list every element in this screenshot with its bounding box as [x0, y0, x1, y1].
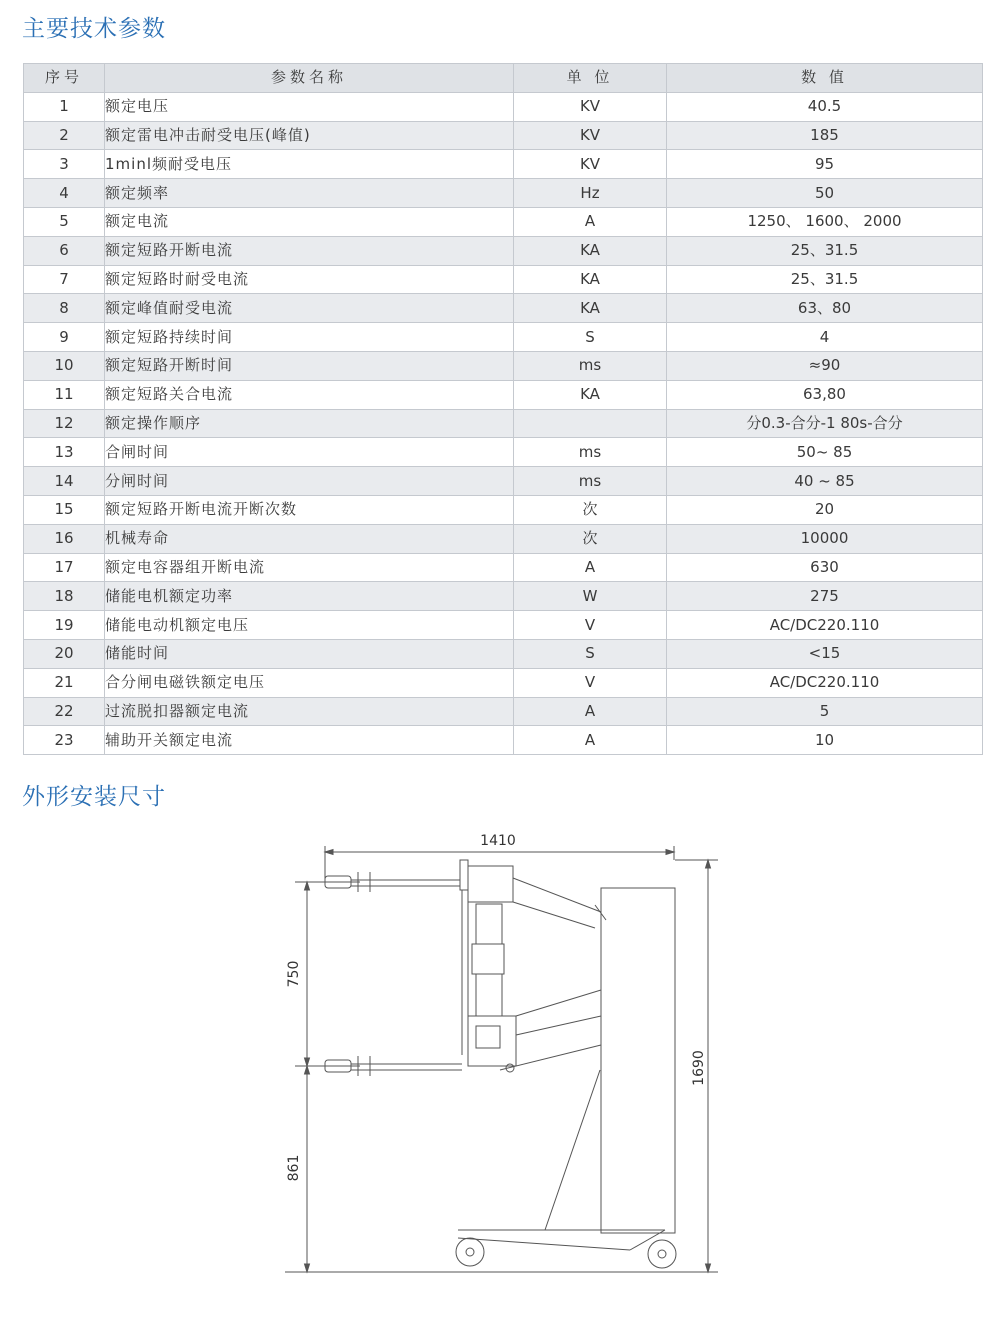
wheel-left: [456, 1238, 484, 1266]
lower-arm: [516, 990, 601, 1016]
row-number: 16: [24, 524, 105, 553]
table-row: [24, 467, 983, 496]
table-row: [24, 639, 983, 668]
param-name: 储能电动机额定电压: [105, 611, 514, 640]
param-name: 分闸时间: [105, 467, 514, 496]
mechanism-box: [476, 1026, 500, 1048]
table-row: [24, 524, 983, 553]
param-value: 10: [667, 726, 983, 755]
upper-arm: [513, 902, 595, 928]
param-value: 分0.3-合分-1 80s-合分: [667, 409, 983, 438]
cabinet-body: [601, 888, 675, 1233]
param-unit: ms: [514, 467, 667, 496]
param-unit: S: [514, 639, 667, 668]
table-row: [24, 265, 983, 294]
table-row: [24, 409, 983, 438]
table-row: [24, 582, 983, 611]
support-strut: [545, 1070, 600, 1230]
param-name: 合闸时间: [105, 438, 514, 467]
param-value: 10000: [667, 524, 983, 553]
param-unit: V: [514, 611, 667, 640]
linkage: [500, 1045, 601, 1070]
outline-drawing: [270, 820, 730, 1280]
param-value: 1250、 1600、 2000: [667, 207, 983, 236]
param-value: 4: [667, 323, 983, 352]
param-name: 额定操作顺序: [105, 409, 514, 438]
specs-section-title: 主要技术参数: [22, 16, 166, 42]
param-name: 机械寿命: [105, 524, 514, 553]
table-row: [24, 495, 983, 524]
param-unit: KV: [514, 92, 667, 121]
row-number: 4: [24, 179, 105, 208]
param-value: 63,80: [667, 380, 983, 409]
row-number: 3: [24, 150, 105, 179]
dim-upper-label: 750: [286, 960, 302, 988]
row-number: 8: [24, 294, 105, 323]
param-name: 过流脱扣器额定电流: [105, 697, 514, 726]
header-name: 参数名称: [105, 64, 514, 93]
interrupter-top: [476, 904, 502, 944]
param-name: 额定峰值耐受电流: [105, 294, 514, 323]
param-value: 95: [667, 150, 983, 179]
param-value: AC/DC220.110: [667, 611, 983, 640]
header-unit: 单 位: [514, 64, 667, 93]
specs-table-header: [24, 64, 983, 93]
row-number: 9: [24, 323, 105, 352]
param-name: 合分闸电磁铁额定电压: [105, 668, 514, 697]
param-name: 储能时间: [105, 639, 514, 668]
param-name: 额定短路开断时间: [105, 351, 514, 380]
param-unit: KA: [514, 265, 667, 294]
param-name: 额定电压: [105, 92, 514, 121]
table-row: [24, 380, 983, 409]
table-row: [24, 92, 983, 121]
row-number: 1: [24, 92, 105, 121]
table-row: [24, 438, 983, 467]
param-unit: A: [514, 207, 667, 236]
param-value: 630: [667, 553, 983, 582]
param-value: ≈90: [667, 351, 983, 380]
param-name: 额定短路开断电流开断次数: [105, 495, 514, 524]
row-number: 15: [24, 495, 105, 524]
param-value: 5: [667, 697, 983, 726]
param-name: 额定短路开断电流: [105, 236, 514, 265]
outline-section-title: 外形安装尺寸: [22, 784, 166, 810]
lower-arm: [516, 1016, 601, 1035]
param-value: 275: [667, 582, 983, 611]
table-row: [24, 236, 983, 265]
row-number: 22: [24, 697, 105, 726]
param-name: 额定电流: [105, 207, 514, 236]
row-number: 14: [24, 467, 105, 496]
param-value: 25、31.5: [667, 236, 983, 265]
param-value: 50~ 85: [667, 438, 983, 467]
interrupter-bottom: [476, 974, 502, 1016]
param-unit: ms: [514, 438, 667, 467]
table-row: [24, 150, 983, 179]
param-name: 额定短路时耐受电流: [105, 265, 514, 294]
row-number: 10: [24, 351, 105, 380]
param-unit: A: [514, 697, 667, 726]
row-number: 11: [24, 380, 105, 409]
param-unit: A: [514, 553, 667, 582]
dim-lower-label: 861: [286, 1154, 302, 1182]
param-value: 63、80: [667, 294, 983, 323]
param-unit: ms: [514, 351, 667, 380]
row-number: 6: [24, 236, 105, 265]
table-row: [24, 726, 983, 755]
wheel-right: [648, 1240, 676, 1268]
upper-arm: [513, 878, 601, 912]
table-row: [24, 611, 983, 640]
param-unit: V: [514, 668, 667, 697]
param-unit: KA: [514, 294, 667, 323]
param-unit: A: [514, 726, 667, 755]
lower-housing: [468, 1016, 516, 1066]
table-row: [24, 207, 983, 236]
table-row: [24, 553, 983, 582]
dim-height-label: 1690: [691, 1050, 707, 1086]
table-row: [24, 179, 983, 208]
param-name: 额定雷电冲击耐受电压(峰值): [105, 121, 514, 150]
row-number: 20: [24, 639, 105, 668]
param-name: 额定短路持续时间: [105, 323, 514, 352]
header-value: 数 值: [667, 64, 983, 93]
row-number: 2: [24, 121, 105, 150]
param-unit: S: [514, 323, 667, 352]
row-number: 17: [24, 553, 105, 582]
param-name: 额定短路关合电流: [105, 380, 514, 409]
param-unit: KV: [514, 150, 667, 179]
table-row: [24, 351, 983, 380]
top-bracket: [460, 860, 468, 890]
param-unit: KA: [514, 380, 667, 409]
upper-housing: [468, 866, 513, 902]
interrupter-mid: [472, 944, 504, 974]
param-unit: Hz: [514, 179, 667, 208]
param-value: 25、31.5: [667, 265, 983, 294]
param-unit: W: [514, 582, 667, 611]
wheel-hub: [466, 1248, 474, 1256]
table-row: [24, 697, 983, 726]
param-unit: 次: [514, 524, 667, 553]
row-number: 13: [24, 438, 105, 467]
param-unit: 次: [514, 495, 667, 524]
param-unit: [514, 409, 667, 438]
row-number: 12: [24, 409, 105, 438]
param-value: 185: [667, 121, 983, 150]
param-unit: KV: [514, 121, 667, 150]
param-value: <15: [667, 639, 983, 668]
dim-width-label: 1410: [480, 833, 516, 849]
specs-table: [23, 63, 983, 755]
table-row: [24, 323, 983, 352]
header-no: 序号: [24, 64, 105, 93]
table-row: [24, 121, 983, 150]
param-name: 储能电机额定功率: [105, 582, 514, 611]
param-unit: KA: [514, 236, 667, 265]
row-number: 18: [24, 582, 105, 611]
param-value: 40.5: [667, 92, 983, 121]
specs-table-body: [24, 92, 983, 754]
row-number: 19: [24, 611, 105, 640]
param-value: AC/DC220.110: [667, 668, 983, 697]
table-row: [24, 668, 983, 697]
param-value: 50: [667, 179, 983, 208]
param-name: 1minl频耐受电压: [105, 150, 514, 179]
row-number: 23: [24, 726, 105, 755]
param-value: 20: [667, 495, 983, 524]
param-name: 辅助开关额定电流: [105, 726, 514, 755]
row-number: 7: [24, 265, 105, 294]
wheel-hub: [658, 1250, 666, 1258]
table-row: [24, 294, 983, 323]
param-value: 40 ~ 85: [667, 467, 983, 496]
row-number: 5: [24, 207, 105, 236]
param-name: 额定电容器组开断电流: [105, 553, 514, 582]
row-number: 21: [24, 668, 105, 697]
param-name: 额定频率: [105, 179, 514, 208]
